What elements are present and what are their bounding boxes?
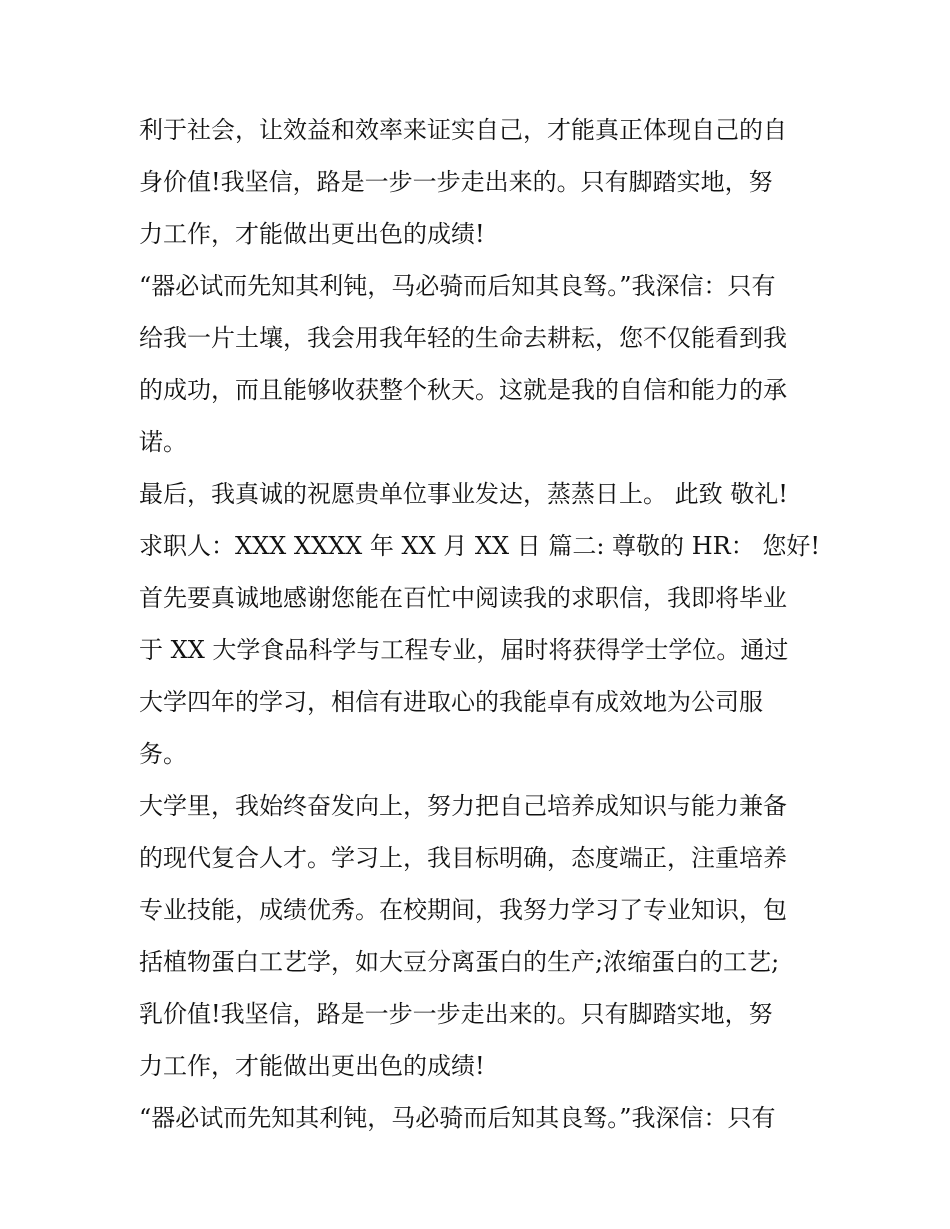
text-line: 给我一片土壤，我会用我年轻的生命去耕耘，您不仅能看到我 bbox=[139, 324, 787, 352]
text-line: 利于社会，让效益和效率来证实自己，才能真正体现自己的自 bbox=[139, 116, 787, 144]
text-line: 力工作，才能做出更出色的成绩! bbox=[139, 220, 485, 248]
text-line: 首先要真诚地感谢您能在百忙中阅读我的求职信，我即将毕业 bbox=[139, 584, 787, 612]
text-line: 的成功，而且能够收获整个秋天。这就是我的自信和能力的承 bbox=[139, 376, 787, 404]
text-line: 诺。 bbox=[139, 428, 187, 456]
text-line: 求职人：XXX XXXX 年 XX 月 XX 日 篇二: 尊敬的 HR： 您好! bbox=[139, 532, 820, 560]
document-body bbox=[139, 104, 829, 1144]
text-line: 大学四年的学习，相信有进取心的我能卓有成效地为公司服 bbox=[139, 688, 763, 716]
text-line: “器必试而先知其利钝，马必骑而后知其良驽。”我深信：只有 bbox=[139, 1104, 776, 1132]
text-line: 于 XX 大学食品科学与工程专业，届时将获得学士学位。通过 bbox=[139, 636, 789, 664]
text-line: 最后，我真诚的祝愿贵单位事业发达，蒸蒸日上。 此致 敬礼! bbox=[139, 480, 788, 508]
text-line: 专业技能，成绩优秀。在校期间，我努力学习了专业知识，包 bbox=[139, 896, 787, 924]
text-line: 的现代复合人才。学习上，我目标明确，态度端正，注重培养 bbox=[139, 844, 787, 872]
text-line: 力工作，才能做出更出色的成绩! bbox=[139, 1052, 485, 1080]
text-line: 括植物蛋白工艺学，如大豆分离蛋白的生产;浓缩蛋白的工艺; bbox=[139, 948, 780, 976]
text-line: 乳价值!我坚信，路是一步一步走出来的。只有脚踏实地，努 bbox=[139, 1000, 773, 1028]
text-line: 身价值!我坚信，路是一步一步走出来的。只有脚踏实地，努 bbox=[139, 168, 773, 196]
text-line: 大学里，我始终奋发向上，努力把自己培养成知识与能力兼备 bbox=[139, 792, 787, 820]
text-line: “器必试而先知其利钝，马必骑而后知其良驽。”我深信：只有 bbox=[139, 272, 776, 300]
text-line: 务。 bbox=[139, 740, 187, 768]
